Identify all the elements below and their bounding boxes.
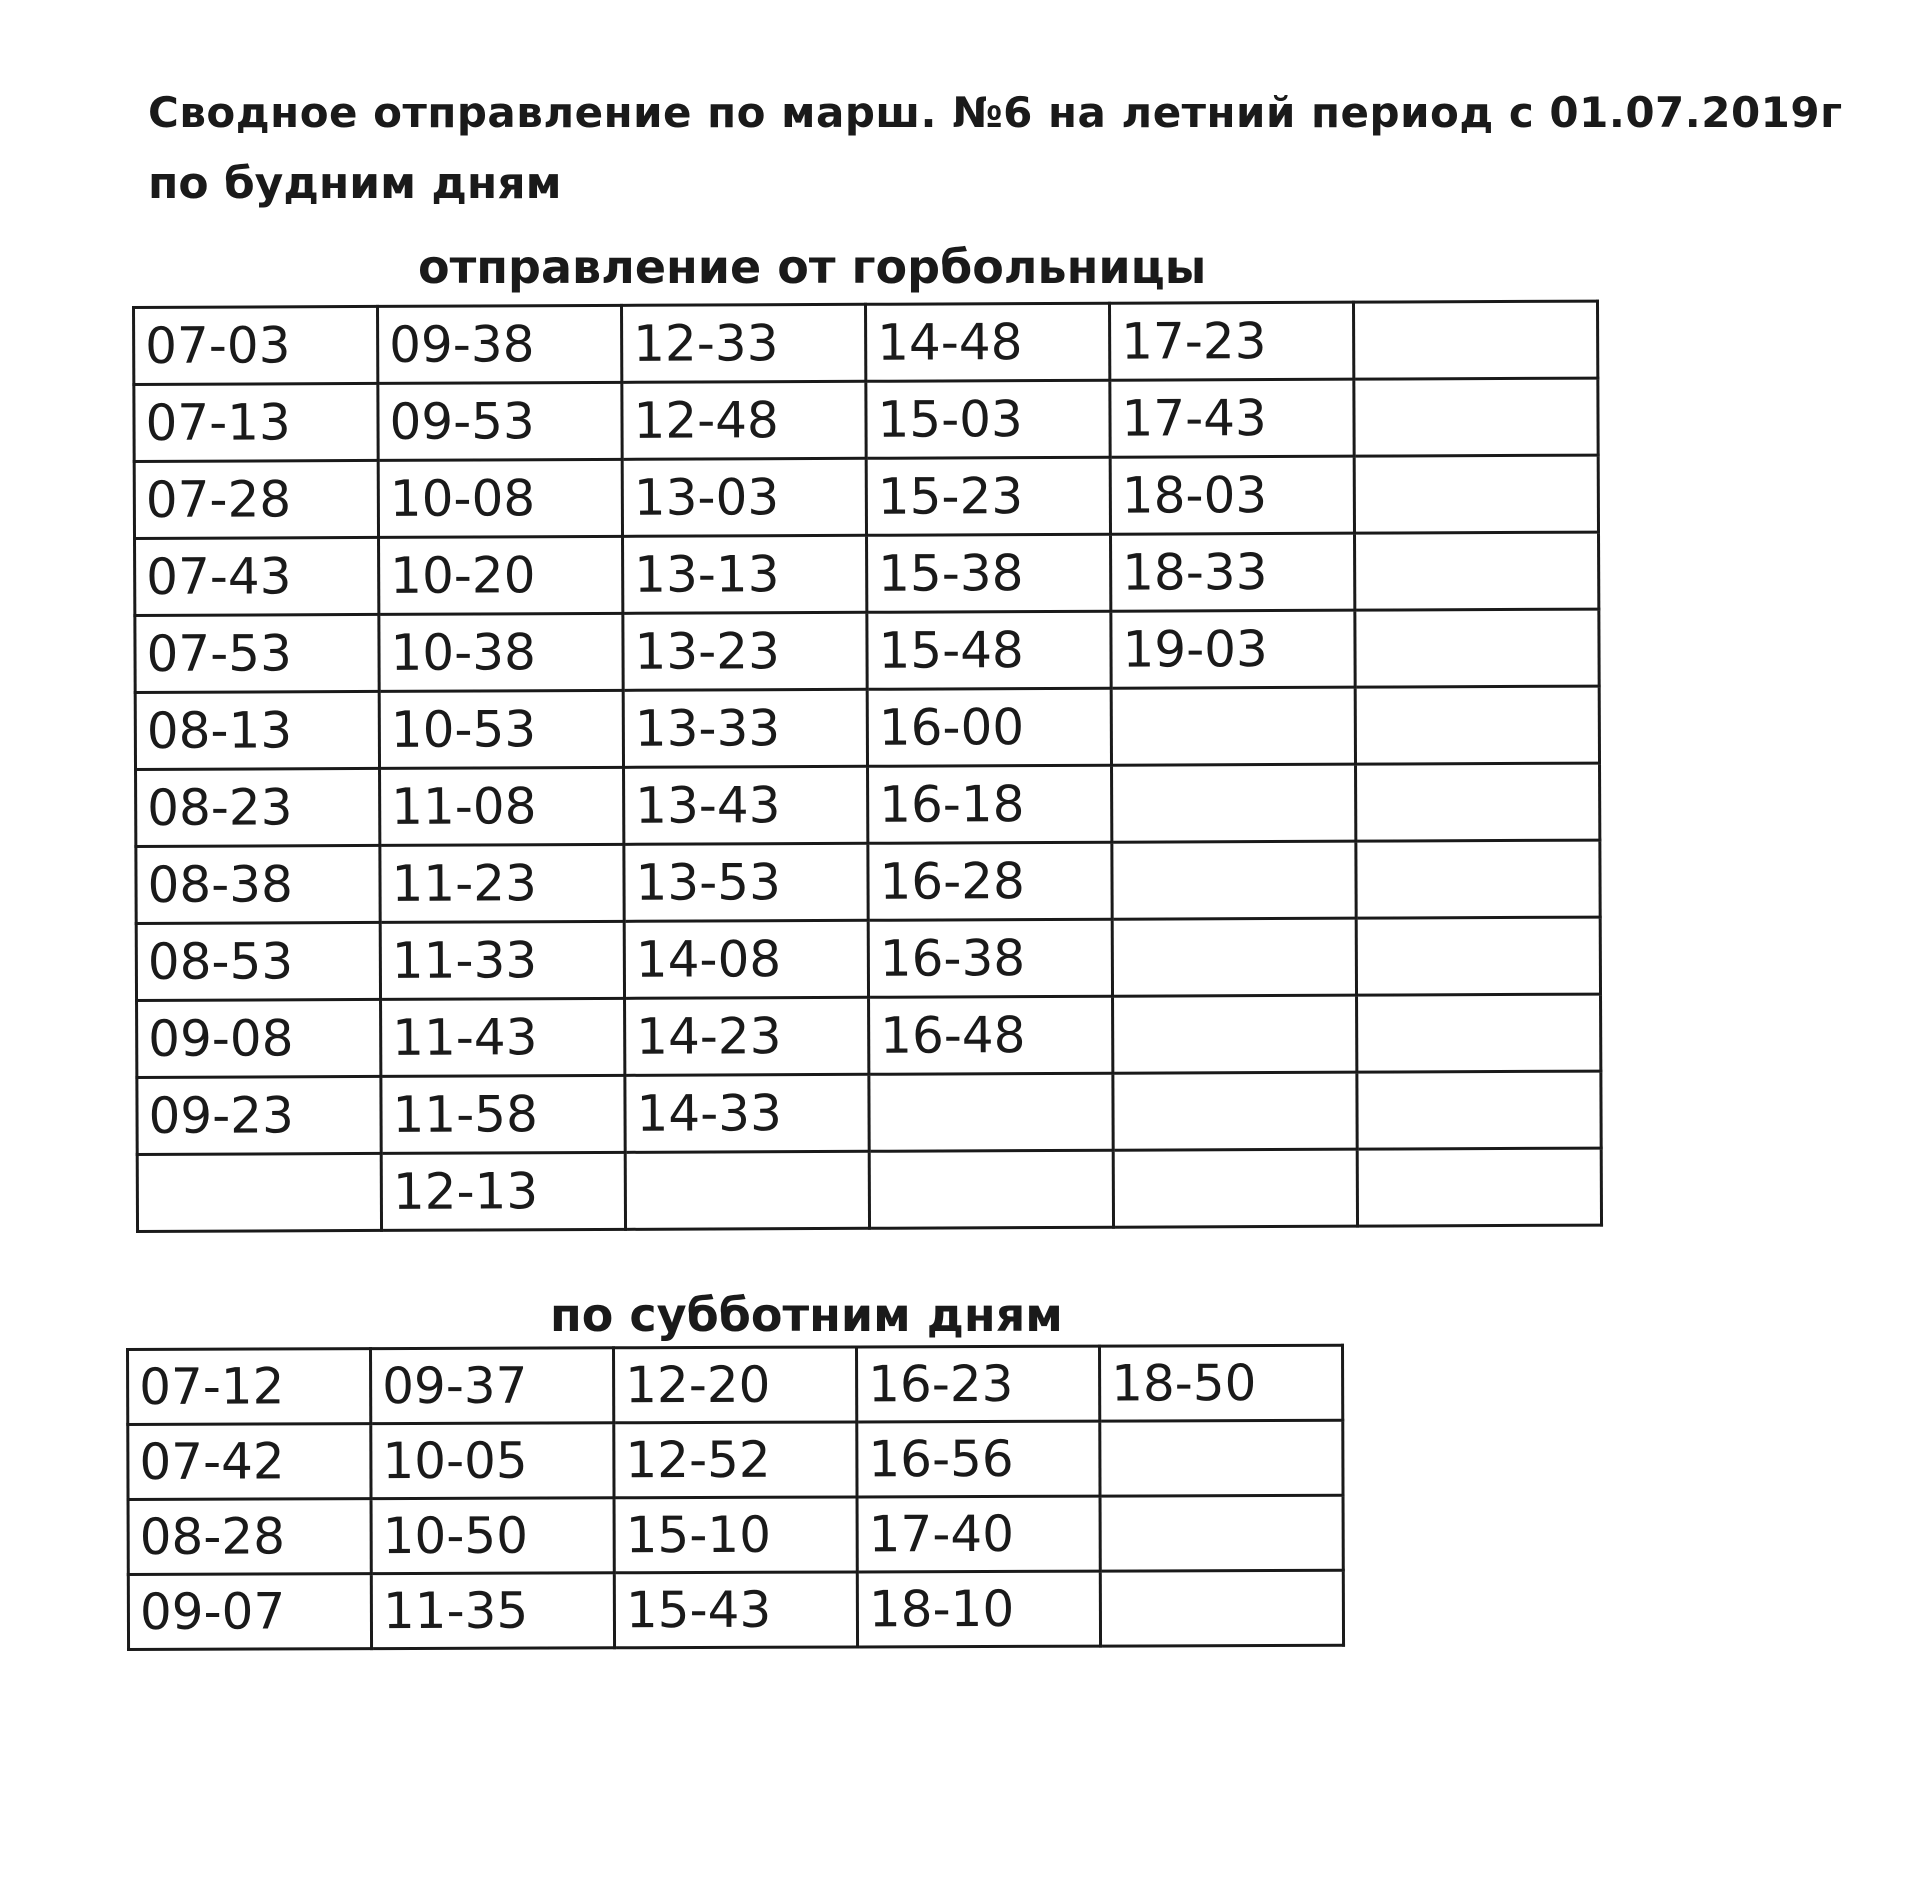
departure-time-cell: 13-03 bbox=[622, 458, 866, 536]
table-row bbox=[128, 1570, 1343, 1649]
departure-time-cell: 12-48 bbox=[622, 381, 866, 459]
departure-time-cell: 16-28 bbox=[868, 842, 1112, 920]
departure-time-cell: 16-18 bbox=[868, 765, 1112, 843]
departure-time-cell bbox=[1354, 455, 1598, 533]
departure-time-cell bbox=[1113, 1072, 1357, 1150]
departure-time-cell bbox=[1354, 378, 1598, 456]
table-row bbox=[136, 840, 1600, 923]
departure-time-cell: 11-23 bbox=[380, 844, 624, 922]
departure-time-cell bbox=[1355, 532, 1599, 610]
departure-time-cell: 18-50 bbox=[1099, 1345, 1342, 1421]
departure-time-cell: 07-43 bbox=[135, 537, 379, 615]
departure-time-cell: 15-38 bbox=[867, 534, 1111, 612]
departure-time-cell: 15-03 bbox=[866, 380, 1110, 458]
departure-time-cell: 14-33 bbox=[625, 1074, 869, 1152]
departure-time-cell: 08-38 bbox=[136, 845, 380, 923]
departure-time-cell bbox=[1111, 687, 1355, 765]
weekday-heading: отправление от горбольницы bbox=[418, 240, 1207, 294]
departure-time-cell: 09-23 bbox=[137, 1076, 381, 1154]
departure-time-cell: 07-42 bbox=[128, 1424, 371, 1500]
departure-time-cell: 11-43 bbox=[381, 998, 625, 1076]
departure-time-cell: 12-52 bbox=[614, 1422, 857, 1498]
departure-time-cell: 15-43 bbox=[614, 1572, 857, 1648]
departure-time-cell: 07-03 bbox=[134, 306, 378, 384]
departure-time-cell: 10-08 bbox=[378, 459, 622, 537]
saturday-schedule-table bbox=[126, 1344, 1345, 1651]
departure-time-cell: 14-23 bbox=[625, 997, 869, 1075]
departure-time-cell: 09-07 bbox=[128, 1574, 371, 1650]
departure-time-cell: 07-12 bbox=[128, 1349, 371, 1425]
departure-time-cell: 08-53 bbox=[136, 922, 380, 1000]
departure-time-cell: 18-10 bbox=[857, 1571, 1100, 1647]
departure-time-cell: 16-23 bbox=[857, 1346, 1100, 1422]
table-row bbox=[137, 994, 1601, 1077]
departure-time-cell: 14-48 bbox=[865, 303, 1109, 381]
departure-time-cell: 16-00 bbox=[867, 688, 1111, 766]
departure-time-cell: 09-53 bbox=[378, 382, 622, 460]
table-row bbox=[134, 301, 1598, 384]
table-row bbox=[134, 455, 1598, 538]
departure-time-cell: 16-48 bbox=[869, 996, 1113, 1074]
departure-time-cell: 10-53 bbox=[379, 690, 623, 768]
document-title: Сводное отправление по марш. №6 на летний период с 01.07.2019г bbox=[148, 88, 1843, 137]
departure-time-cell: 15-23 bbox=[866, 457, 1110, 535]
departure-time-cell bbox=[869, 1073, 1113, 1151]
departure-time-cell bbox=[625, 1151, 869, 1229]
departure-time-cell: 07-13 bbox=[134, 383, 378, 461]
departure-time-cell: 09-08 bbox=[137, 999, 381, 1077]
departure-time-cell: 09-37 bbox=[371, 1348, 614, 1424]
departure-time-cell bbox=[1100, 1495, 1343, 1571]
table-row bbox=[128, 1495, 1343, 1574]
table-row bbox=[136, 763, 1600, 846]
departure-time-cell bbox=[1355, 609, 1599, 687]
departure-time-cell bbox=[1356, 840, 1600, 918]
departure-time-cell bbox=[1357, 1071, 1601, 1149]
departure-time-cell: 11-08 bbox=[380, 767, 624, 845]
departure-time-cell: 15-10 bbox=[614, 1497, 857, 1573]
departure-time-cell: 11-33 bbox=[380, 921, 624, 999]
departure-time-cell: 08-13 bbox=[135, 691, 379, 769]
departure-time-cell: 11-58 bbox=[381, 1075, 625, 1153]
departure-time-cell bbox=[1353, 301, 1597, 379]
table-row bbox=[135, 532, 1599, 615]
departure-time-cell bbox=[1113, 995, 1357, 1073]
departure-time-cell: 18-03 bbox=[1110, 456, 1354, 534]
departure-time-cell bbox=[1100, 1570, 1343, 1646]
departure-time-cell bbox=[1357, 994, 1601, 1072]
table-row bbox=[134, 378, 1598, 461]
departure-time-cell bbox=[1356, 917, 1600, 995]
weekday-schedule-table bbox=[132, 300, 1603, 1233]
departure-time-cell: 18-33 bbox=[1111, 533, 1355, 611]
departure-time-cell bbox=[1112, 841, 1356, 919]
table-row bbox=[137, 1071, 1601, 1154]
departure-time-cell: 07-28 bbox=[134, 460, 378, 538]
departure-time-cell: 15-48 bbox=[867, 611, 1111, 689]
departure-time-cell: 10-38 bbox=[379, 613, 623, 691]
departure-time-cell: 08-28 bbox=[128, 1499, 371, 1575]
departure-time-cell: 19-03 bbox=[1111, 610, 1355, 688]
departure-time-cell: 08-23 bbox=[136, 768, 380, 846]
departure-time-cell bbox=[1112, 918, 1356, 996]
departure-time-cell bbox=[1357, 1148, 1601, 1226]
departure-time-cell: 10-50 bbox=[371, 1498, 614, 1574]
departure-time-cell: 17-23 bbox=[1109, 302, 1353, 380]
table-row bbox=[128, 1345, 1343, 1424]
departure-time-cell bbox=[1100, 1420, 1343, 1496]
departure-time-cell bbox=[869, 1150, 1113, 1228]
departure-time-cell: 07-53 bbox=[135, 614, 379, 692]
table-row bbox=[135, 609, 1599, 692]
departure-time-cell: 13-23 bbox=[623, 612, 867, 690]
departure-time-cell: 17-43 bbox=[1110, 379, 1354, 457]
departure-time-cell: 13-33 bbox=[623, 689, 867, 767]
weekday-schedule-body bbox=[134, 301, 1602, 1231]
departure-time-cell: 12-20 bbox=[614, 1347, 857, 1423]
departure-time-cell: 10-05 bbox=[371, 1423, 614, 1499]
departure-time-cell: 09-38 bbox=[378, 305, 622, 383]
table-row bbox=[128, 1420, 1343, 1499]
departure-time-cell: 16-56 bbox=[857, 1421, 1100, 1497]
departure-time-cell: 12-33 bbox=[622, 304, 866, 382]
departure-time-cell: 13-13 bbox=[623, 535, 867, 613]
table-row bbox=[135, 686, 1599, 769]
table-row bbox=[137, 1148, 1601, 1231]
departure-time-cell bbox=[1356, 763, 1600, 841]
saturday-schedule-body bbox=[128, 1345, 1344, 1649]
departure-time-cell: 16-38 bbox=[868, 919, 1112, 997]
departure-time-cell bbox=[1113, 1149, 1357, 1227]
departure-time-cell: 14-08 bbox=[624, 920, 868, 998]
departure-time-cell: 12-13 bbox=[381, 1152, 625, 1230]
saturday-heading: по субботним дням bbox=[550, 1288, 1063, 1342]
document-subtitle: по будним дням bbox=[148, 158, 562, 209]
departure-time-cell: 11-35 bbox=[371, 1573, 614, 1649]
departure-time-cell: 13-43 bbox=[624, 766, 868, 844]
departure-time-cell bbox=[137, 1153, 381, 1231]
departure-time-cell: 17-40 bbox=[857, 1496, 1100, 1572]
table-row bbox=[136, 917, 1600, 1000]
departure-time-cell: 10-20 bbox=[379, 536, 623, 614]
departure-time-cell: 13-53 bbox=[624, 843, 868, 921]
departure-time-cell bbox=[1112, 764, 1356, 842]
departure-time-cell bbox=[1355, 686, 1599, 764]
